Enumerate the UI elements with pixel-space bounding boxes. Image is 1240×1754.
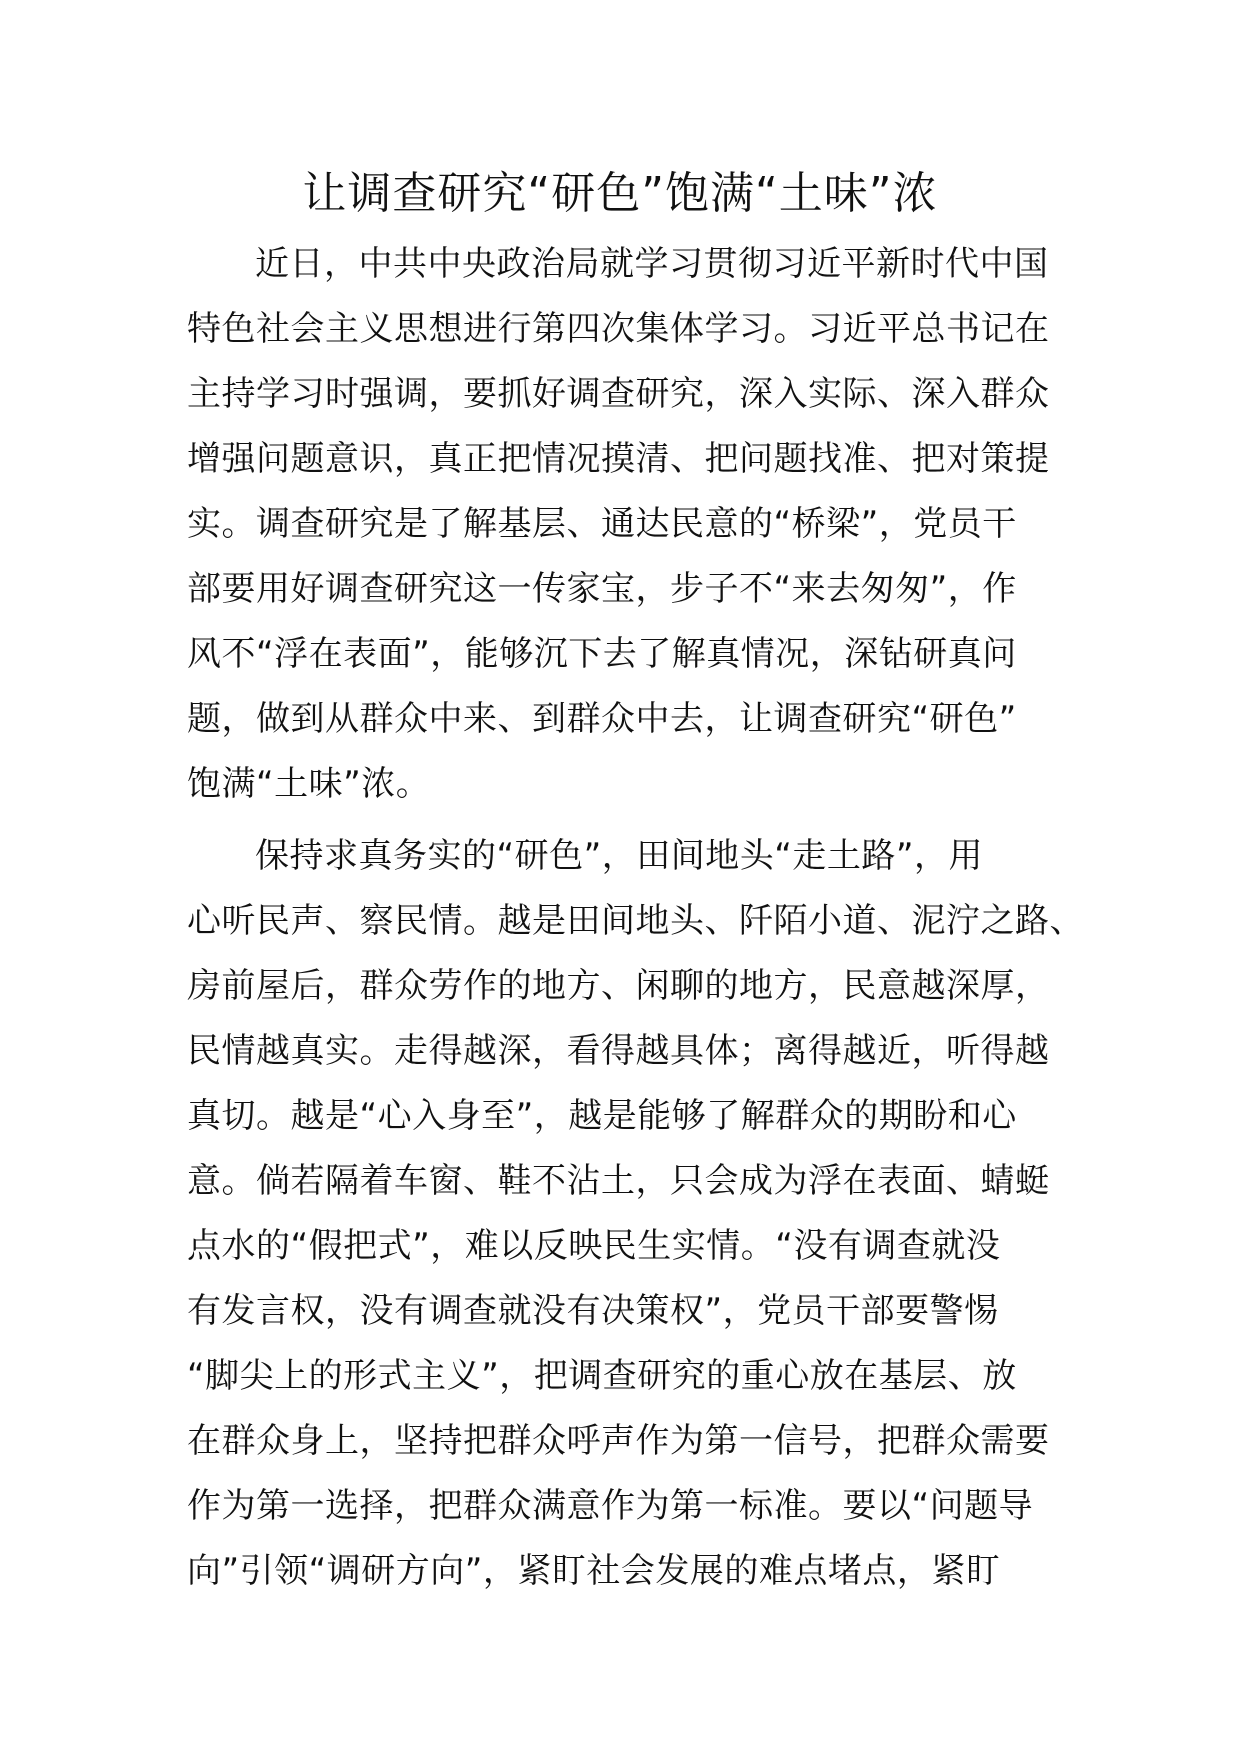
paragraph-2-line-2: 心听民声、察民情。越是田间地头、阡陌小道、泥泞之路、 (187, 901, 1084, 941)
document-body (187, 232, 1147, 1604)
paragraph-2-line-6: 意。倘若隔着车窗、鞋不沾土，只会成为浮在表面、蜻蜓 (187, 1161, 1050, 1201)
paragraph-1-line-7: 风不“浮在表面”，能够沉下去了解真情况，深钻研真问 (187, 634, 1017, 674)
paragraph-1-line-2: 特色社会主义思想进行第四次集体学习。习近平总书记在 (187, 309, 1050, 349)
paragraph-2-line-3: 房前屋后，群众劳作的地方、闲聊的地方，民意越深厚， (187, 966, 1050, 1006)
paragraph-2-line-11: 作为第一选择，把群众满意作为第一标准。要以“问题导 (187, 1486, 1034, 1526)
paragraph-2-line-5: 真切。越是“心入身至”，越是能够了解群众的期盼和心 (187, 1096, 1017, 1136)
document-title: 让调查研究“研色”饱满“土味”浓 (302, 168, 938, 219)
paragraph-1-line-6: 部要用好调查研究这一传家宝，步子不“来去匆匆”，作 (187, 569, 1017, 609)
paragraph-2-line-7: 点水的“假把式”，难以反映民生实情。“没有调查就没 (187, 1226, 1001, 1266)
paragraph-1-line-8: 题，做到从群众中来、到群众中去，让调查研究“研色” (187, 699, 1017, 739)
paragraph-2-line-1: 保持求真务实的“研色”，田间地头“走土路”，用 (255, 836, 983, 876)
paragraph-2-line-9: “脚尖上的形式主义”，把调查研究的重心放在基层、放 (187, 1356, 1017, 1396)
paragraph-2-line-12: 向”引领“调研方向”，紧盯社会发展的难点堵点，紧盯 (187, 1551, 1001, 1591)
paragraph-1-line-3: 主持学习时强调，要抓好调查研究，深入实际、深入群众 (187, 374, 1050, 414)
paragraph-1-line-9: 饱满“土味”浓。 (187, 764, 431, 804)
paragraph-1-line-5: 实。调查研究是了解基层、通达民意的“桥梁”，党员干 (187, 504, 1017, 544)
paragraph-2-line-4: 民情越真实。走得越深，看得越具体；离得越近，听得越 (187, 1031, 1050, 1071)
paragraph-1-line-4: 增强问题意识，真正把情况摸清、把问题找准、把对策提 (187, 439, 1050, 479)
paragraph-1-line-1: 近日，中共中央政治局就学习贯彻习近平新时代中国 (255, 244, 1049, 284)
paragraph-2-line-8: 有发言权，没有调查就没有决策权”，党员干部要警惕 (187, 1291, 999, 1331)
paragraph-2-line-10: 在群众身上，坚持把群众呼声作为第一信号，把群众需要 (187, 1421, 1050, 1461)
